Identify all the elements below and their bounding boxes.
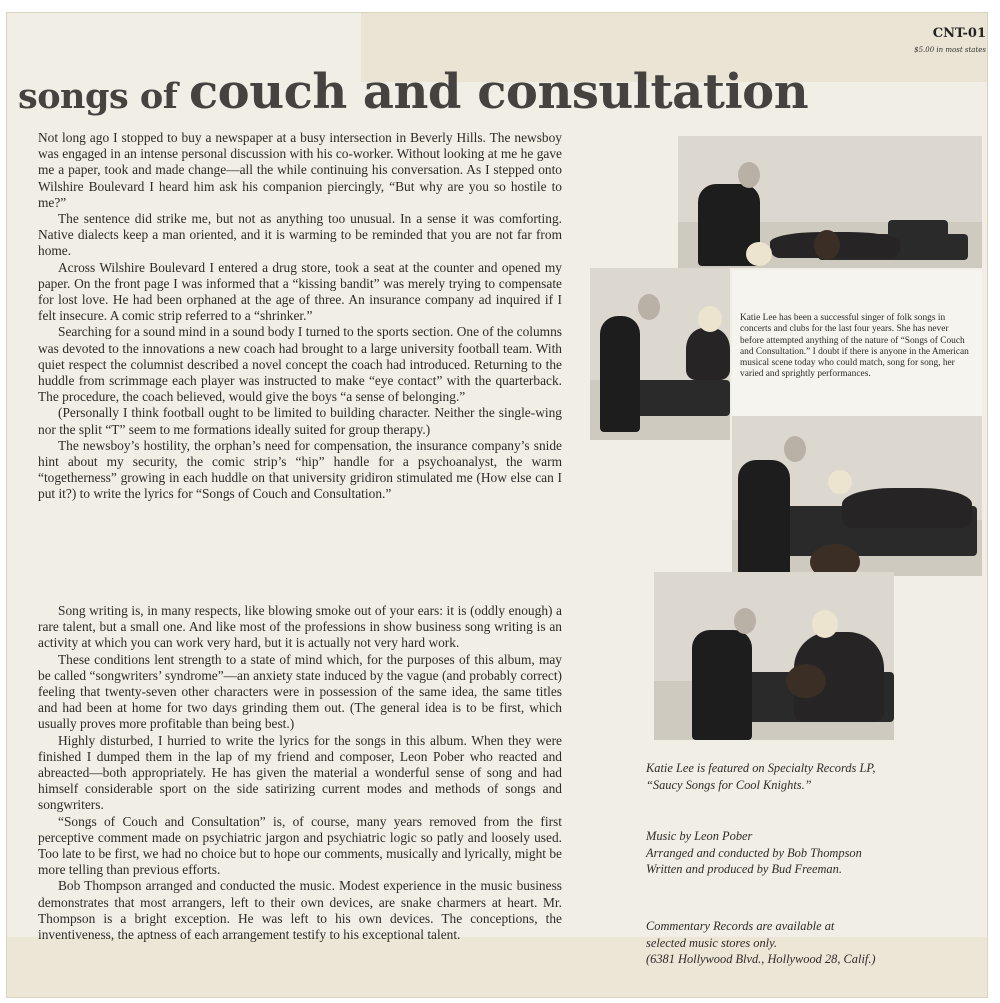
photo-couch-scene-4 — [654, 572, 894, 740]
availability-line: Commentary Records are available at — [646, 919, 835, 933]
availability-line: (6381 Hollywood Blvd., Hollywood 28, Calif.) — [646, 952, 876, 966]
paragraph: The sentence did strike me, but not as anything too unusual. In a sense it was comforting. Native dialects keep a man oriented, and it is warming to be reminded that you are not far from home. — [38, 211, 562, 259]
photo-couch-scene-2 — [590, 268, 730, 440]
photo-couch-scene-3 — [732, 416, 982, 576]
paragraph: The newsboy’s hostility, the orphan’s need for compensation, the insurance company’s snide hint about my security, the comic strip’s “hip” handle for a psychoanalyst, the warm “togetherness” growing in each huddle on that university gridiron stimulated me (How else can I put it?) to write the lyrics for “Songs of Couch and Consultation.” — [38, 437, 562, 502]
credit-line: Written and produced by Bud Freeman. — [646, 862, 842, 876]
paragraph: Across Wilshire Boulevard I entered a drug store, took a seat at the counter and opened my paper. On the front page I was informed that a “kissing bandit” was merely trying to compensate for lost love. He had been orphaned at the age of three. An insurance company ad inquired if I felt insecure. A comic strip referred to a “shrinker.” — [38, 259, 562, 324]
availability-line: selected music stores only. — [646, 935, 777, 950]
featured-record-note — [646, 760, 976, 793]
featured-line: Katie Lee is featured on Specialty Records LP, — [646, 761, 876, 775]
paragraph: These conditions lent strength to a state of mind which, for the purposes of this album, may be called “songwriters’ syndrome”—an anxiety state induced by the vague (and probably correct) feeling that twenty-seven other characters were in possession of the same idea, the same titles and had been at home for two days grinding them out. (The general idea is to be first, which usually proves more profitable than being best.) — [38, 651, 562, 732]
featured-line: “Saucy Songs for Cool Knights.” — [646, 777, 812, 792]
availability-note — [646, 918, 976, 968]
credit-line: Arranged and conducted by Bob Thompson — [646, 845, 862, 860]
paragraph: “Songs of Couch and Consultation” is, of course, many years removed from the first perceptive comment made on psychiatric jargon and psychiatric logic so patly and loosely used. Too late to be first, we had no choice but to hope our comments, musically and lyrically, might be more telling than previous efforts. — [38, 813, 562, 878]
title-prefix: songs of — [18, 76, 189, 117]
credit-line: Music by Leon Pober — [646, 829, 753, 843]
paragraph: Not long ago I stopped to buy a newspaper at a busy intersection in Beverly Hills. The newsboy was engaged in an intense personal discussion with his co-worker. Without looking at me he gave me a paper, took and made change—all the while continuing his conversation. As I stepped onto Wilshire Boulevard I heard him ask his companion piercingly, “But why are you so hostile to me?” — [38, 130, 562, 210]
paragraph: (Personally I think football ought to be limited to building character. Neither the single-wing nor the split “T” seem to me formations ideally suited for group therapy.) — [38, 405, 562, 437]
paragraph: Bob Thompson arranged and conducted the music. Modest experience in the music business demonstrates that most arrangers, left to their own devices, are snake charmers at heart. Mr. Thompson is a bright exception. He was left to his own devices. The conceptions, the inventiveness, the aptness of each arrangement testify to his exceptional talent. — [38, 878, 562, 943]
title-main: couch and consultation — [188, 64, 809, 120]
paragraph: Song writing is, in many respects, like blowing smoke out of your ears: it is (oddly enough) a rare talent, but a small one. And like most of the professions in show business song writing is an activity at which you can work very hard, but it is actually not very hard work. — [38, 603, 562, 651]
album-title — [18, 64, 978, 120]
catalog-number: CNT-01 — [932, 26, 986, 41]
paragraph: Highly disturbed, I hurried to write the lyrics for the songs in this album. When they were finished I dumped them in the lap of my friend and composer, Leon Pober who reacted and abreacted—both appropriately. He has given the material a wonderful sense of song and had himself considerable sport on the side satirizing current modes and methods of songs and songwriters. — [38, 732, 562, 813]
paragraph: Searching for a sound mind in a sound body I turned to the sports section. One of the columns was devoted to the innovations a new coach had brought to a large university football team. With quiet respect the columnist described a novel concept the coach had introduced. Returning to the huddle from scrimmage each player was instructed to make “eye contact” with the quarterback. The procedure, the coach believed, would give the boys “a sense of belonging.” — [38, 324, 562, 405]
album-credits — [646, 828, 976, 878]
price-note: $5.00 in most states — [914, 46, 986, 54]
photo-couch-scene-1 — [678, 136, 982, 268]
liner-notes-part-2 — [38, 603, 562, 943]
artist-bio: Katie Lee has been a successful singer of folk songs in concerts and clubs for the last four years. She has never before attempted anything of the nature of “Songs of Couch and Consultation.” I doubt if there is anyone in the American musical scene today who could match, song for song, her varied and sprightly performances. — [740, 313, 969, 380]
liner-notes-part-1 — [38, 130, 562, 503]
